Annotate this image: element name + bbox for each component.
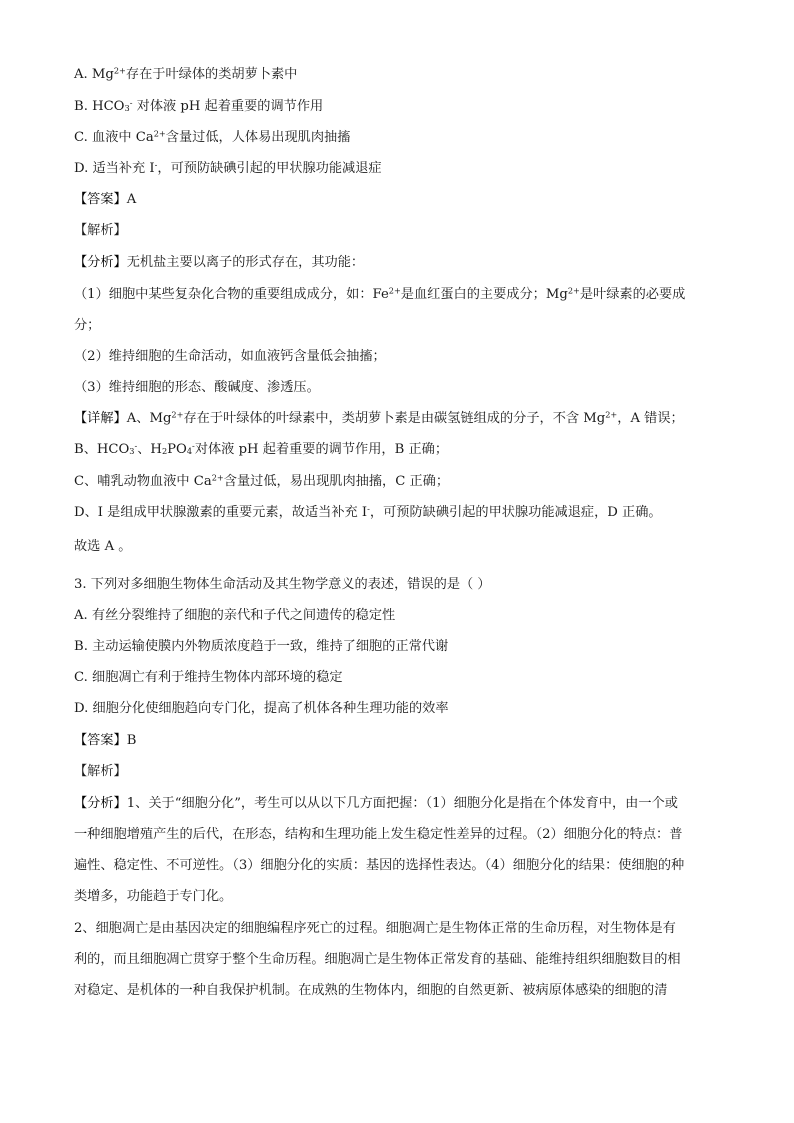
answer-tag: 【答案】 — [74, 733, 127, 748]
q3-jiexi-heading: 【解析】 — [74, 764, 127, 779]
q3-option-b: B. 主动运输使膜内外物质浓度趋于一致，维持了细胞的正常代谢 — [74, 639, 449, 654]
q3-analysis-line-7: 对稳定、是机体的一种自我保护机制。在成熟的生物体内，细胞的自然更新、被病原体感染的细胞的清 — [74, 983, 668, 998]
answer-value: B — [126, 733, 137, 748]
q2-conclusion: 故选 A 。 — [74, 539, 132, 554]
answer-value: A — [126, 192, 137, 207]
q2-analysis-p2: （2）维持细胞的生命活动，如血液钙含量低会抽搐； — [74, 349, 386, 364]
q3-stem: 3. 下列对多细胞生物体生命活动及其生物学意义的表述，错误的是（ ） — [74, 577, 491, 592]
q3-option-a: A. 有丝分裂维持了细胞的亲代和子代之间遗传的稳定性 — [74, 608, 396, 623]
q2-detail-a: 【详解】A、$Mg^{2+}$存在于叶绿体的叶绿素中，类胡萝卜素是由碳氢链组成的分子，不含 $Mg^{2+}$，A 错误； — [74, 409, 684, 426]
q2-analysis-p1: （1）细胞中某些复杂化合物的重要组成成分，如：$Fe^{2+}$是血红蛋白的主要成分；$Mg^{2+}$是叶绿素的必要成 — [74, 285, 686, 302]
q3-answer — [74, 732, 136, 750]
q3-analysis-line-2: 一种细胞增殖产生的后代，在形态，结构和生理功能上发生稳定性差异的过程。（2）细胞分化的特点：普 — [74, 827, 683, 842]
q3-analysis-line-5: 2、细胞凋亡是由基因决定的细胞编程序死亡的过程。细胞凋亡是生物体正常的生命历程，对生物体是有 — [74, 921, 676, 936]
q2-analysis-intro: 【分析】无机盐主要以离子的形式存在，其功能： — [74, 255, 365, 270]
q2-option-b: B. $HCO_3^-$ 对体液 pH 起着重要的调节作用 — [74, 97, 324, 114]
q2-analysis-p1-cont: 分； — [74, 318, 101, 333]
q2-option-a: A. $Mg^{2+}$存在于叶绿体的类胡萝卜素中 — [74, 65, 298, 82]
q2-option-c: C. 血液中 $Ca^{2+}$含量过低，人体易出现肌肉抽搐 — [74, 128, 351, 145]
q3-analysis-line-3: 遍性、稳定性、不可逆性。（3）细胞分化的实质：基因的选择性表达。（4）细胞分化的结果：使细胞的种 — [74, 858, 685, 873]
q2-analysis-p3: （3）维持细胞的形态、酸碱度、渗透压。 — [74, 380, 320, 395]
q2-detail-c: C、哺乳动物血液中 $Ca^{2+}$含量过低，易出现肌肉抽搐，C 正确； — [74, 472, 450, 489]
q3-analysis-line-4: 类增多，功能趋于专门化。 — [74, 889, 233, 904]
q2-detail-d: D、I 是组成甲状腺激素的重要元素，故适当补充 I-，可预防缺碘引起的甲状腺功能减退症，D 正确。 — [74, 503, 662, 520]
q3-option-c: C. 细胞凋亡有利于维持生物体内部环境的稳定 — [74, 670, 343, 685]
q3-analysis-line-1: 【分析】1、关于“细胞分化”，考生可以从以下几方面把握：（1）细胞分化是指在个体发育中，由一个或 — [74, 796, 678, 811]
q3-option-d: D. 细胞分化使细胞趋向专门化，提高了机体各种生理功能的效率 — [74, 701, 449, 716]
answer-tag: 【答案】 — [74, 192, 127, 207]
q2-jiexi-heading: 【解析】 — [74, 223, 127, 238]
q2-detail-b: B、$HCO_3^-$、$H_2PO_4^-$对体液 pH 起着重要的调节作用，B 正确； — [74, 440, 449, 457]
q2-option-d: D. 适当补充 I-，可预防缺碘引起的甲状腺功能减退症 — [74, 159, 382, 176]
q2-answer — [74, 191, 136, 209]
q3-analysis-line-6: 利的，而且细胞凋亡贯穿于整个生命历程。细胞凋亡是生物体正常发育的基础、能维持组织细胞数目的相 — [74, 952, 681, 967]
